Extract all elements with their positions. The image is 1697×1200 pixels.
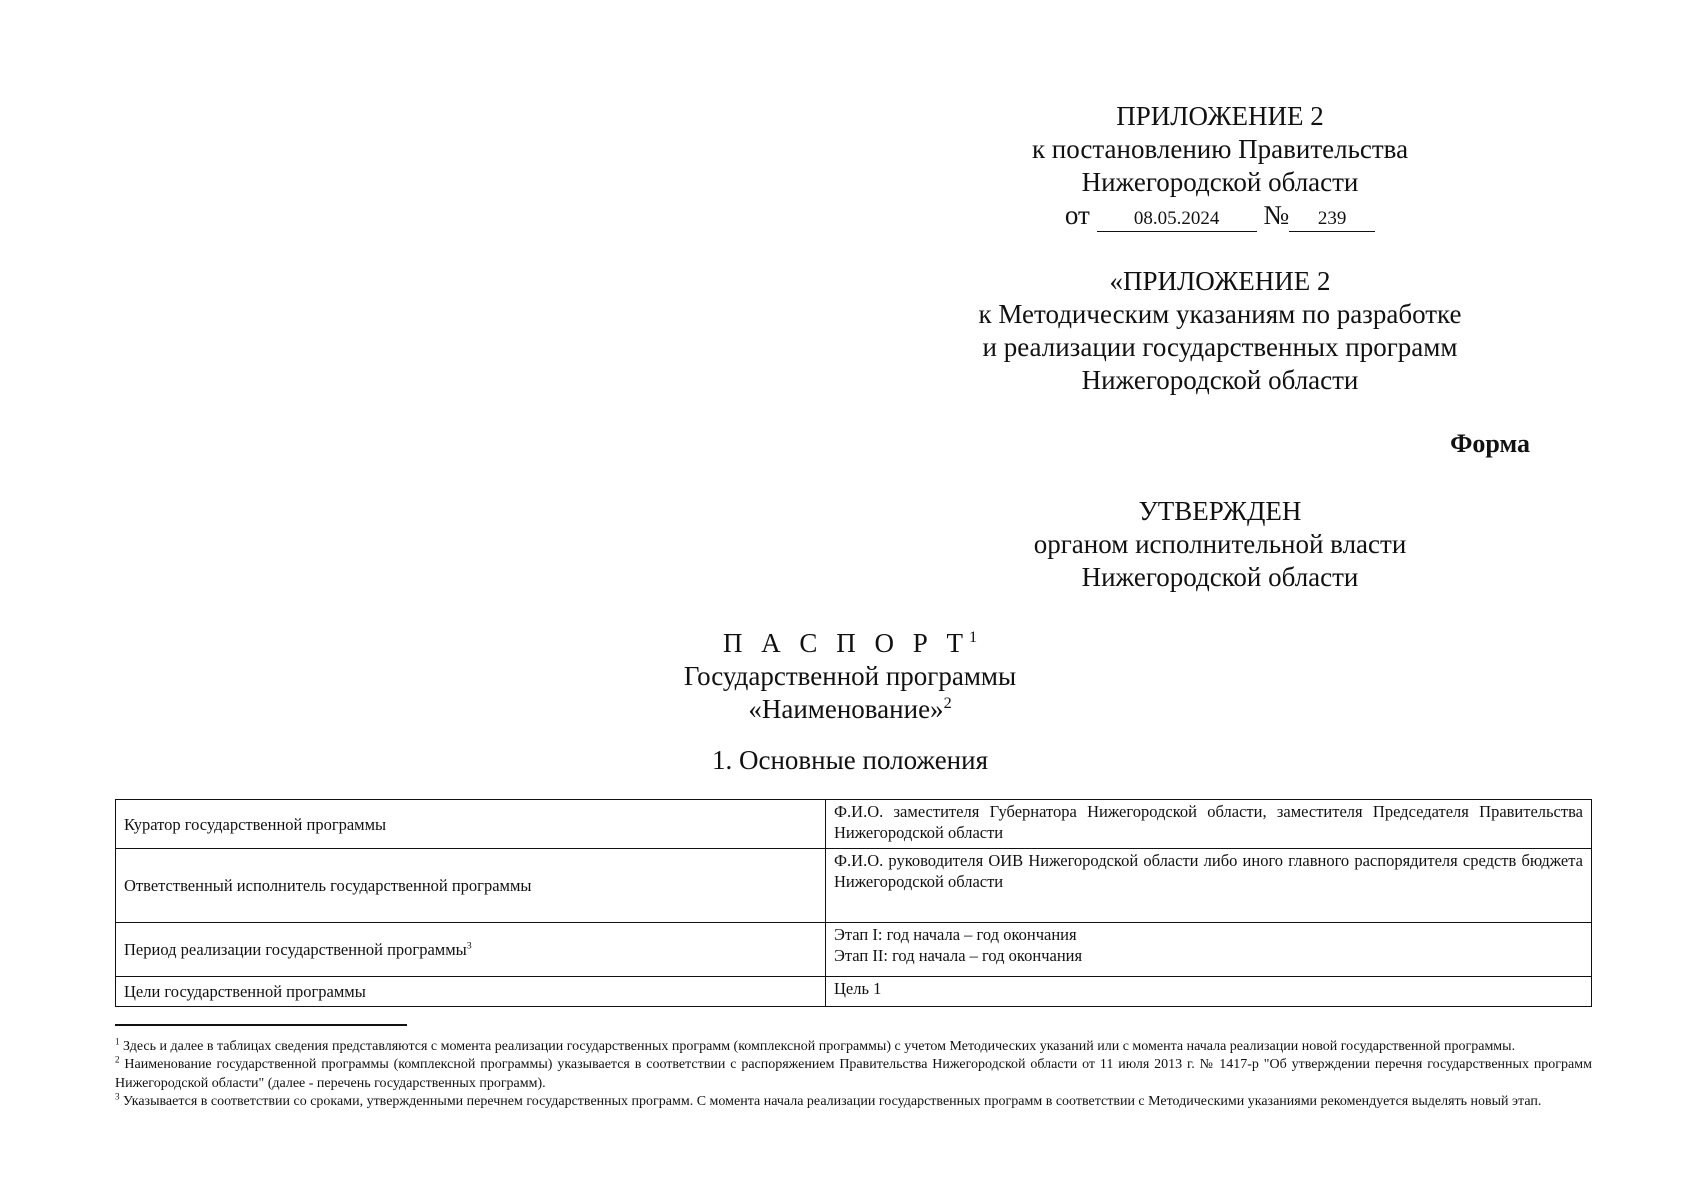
row-label-text: Куратор государственной программы xyxy=(124,814,387,834)
footnote-separator xyxy=(115,1024,407,1026)
footnote-mark: 3 xyxy=(115,1091,120,1102)
row-value xyxy=(826,800,1592,849)
form-label: Форма xyxy=(1450,429,1530,458)
row-value xyxy=(826,923,1592,977)
decree-appendix-title: ПРИЛОЖЕНИЕ 2 xyxy=(1116,101,1324,131)
row-value xyxy=(826,849,1592,923)
decree-appendix-block xyxy=(920,100,1520,232)
row-label-text: Цели государственной программы xyxy=(124,982,366,1001)
row-value-text: Этап I: год начала – год окончания xyxy=(834,925,1077,944)
passport-line3: «Наименование» xyxy=(748,694,944,724)
passport-line3-wrap xyxy=(520,693,1180,726)
row-label xyxy=(116,800,826,849)
number-sign: № xyxy=(1263,200,1290,230)
row-label xyxy=(116,849,826,923)
table-row xyxy=(116,849,1592,923)
table-row xyxy=(116,923,1592,977)
guidelines-appendix-title: «ПРИЛОЖЕНИЕ 2 xyxy=(1109,266,1331,296)
approved-block xyxy=(920,495,1520,594)
row-value-text: Цель 1 xyxy=(834,979,882,998)
passport-footnote-ref: 1 xyxy=(968,628,978,646)
guidelines-appendix-block xyxy=(920,265,1520,397)
row-label xyxy=(116,923,826,977)
row-value-text: Этап II: год начала – год окончания xyxy=(834,946,1083,965)
main-provisions-table xyxy=(115,799,1592,1007)
decree-appendix-line2: к постановлению Правительства xyxy=(1031,134,1409,164)
passport-title: П А С П О Р Т xyxy=(722,628,969,658)
footnote-mark: 2 xyxy=(115,1054,120,1065)
section-heading: 1. Основные положения xyxy=(712,745,988,775)
guidelines-appendix-line2: к Методическим указаниям по разработке xyxy=(978,299,1462,329)
decree-appendix-line3: Нижегородской области xyxy=(1081,167,1359,197)
guidelines-appendix-line4: Нижегородской области xyxy=(1081,365,1359,395)
row-label-text: Период реализации государственной программы xyxy=(124,940,467,959)
footnote-text: Наименование государственной программы (комплексной программы) указывается в соответствии с распоряжением Правительства Нижегородской области от 11 июля 2013 г. № 1417-р "Об утверждении перечня государственных программ Нижегородской области" (далее - перечень государственных программ). xyxy=(115,1057,1592,1091)
decree-date-field: 08.05.2024 xyxy=(1097,207,1257,232)
row-label xyxy=(116,977,826,1007)
name-footnote-ref: 2 xyxy=(943,694,952,712)
row-value xyxy=(826,977,1592,1007)
footnote-text: Указывается в соответствии со сроками, утвержденными перечнем государственных программ. С момента начала реализации государственных программ в соответствии с Методическими указаниями рекомендуется выделять новый этап. xyxy=(119,1094,1542,1110)
guidelines-appendix-line3: и реализации государственных программ xyxy=(982,332,1458,362)
row-value-text: Ф.И.О. руководителя ОИВ Нижегородской области либо иного главного распорядителя средств бюджета Нижегородской области xyxy=(834,851,1583,891)
passport-line2: Государственной программы xyxy=(683,661,1017,691)
footnote-1 xyxy=(115,1038,1592,1056)
footnote-text: Здесь и далее в таблицах сведения представляются с момента реализации государственных программ (комплексной программы) с учетом Методических указаний или с момента начала реализации новой государственной программы. xyxy=(119,1039,1516,1054)
row-label-text: Ответственный исполнитель государственной программы xyxy=(124,876,532,895)
footnotes xyxy=(115,1038,1592,1112)
table-row xyxy=(116,800,1592,849)
decree-date-line xyxy=(920,199,1520,232)
footnote-2 xyxy=(115,1056,1592,1093)
footnote-mark: 1 xyxy=(115,1036,120,1047)
row-value-text: Ф.И.О. заместителя Губернатора Нижегородской области, заместителя Председателя Правительства Нижегородской области xyxy=(834,802,1583,842)
approved-title: УТВЕРЖДЕН xyxy=(1138,496,1302,526)
footnote-3 xyxy=(115,1093,1592,1111)
date-prefix: от xyxy=(1064,200,1090,230)
decree-number-field: 239 xyxy=(1289,207,1375,232)
passport-title-line xyxy=(520,627,1180,660)
approved-line2: органом исполнительной власти xyxy=(1033,529,1407,559)
passport-heading xyxy=(520,627,1180,726)
table-row xyxy=(116,977,1592,1007)
approved-line3: Нижегородской области xyxy=(1081,562,1359,592)
period-footnote-ref: 3 xyxy=(466,940,472,952)
